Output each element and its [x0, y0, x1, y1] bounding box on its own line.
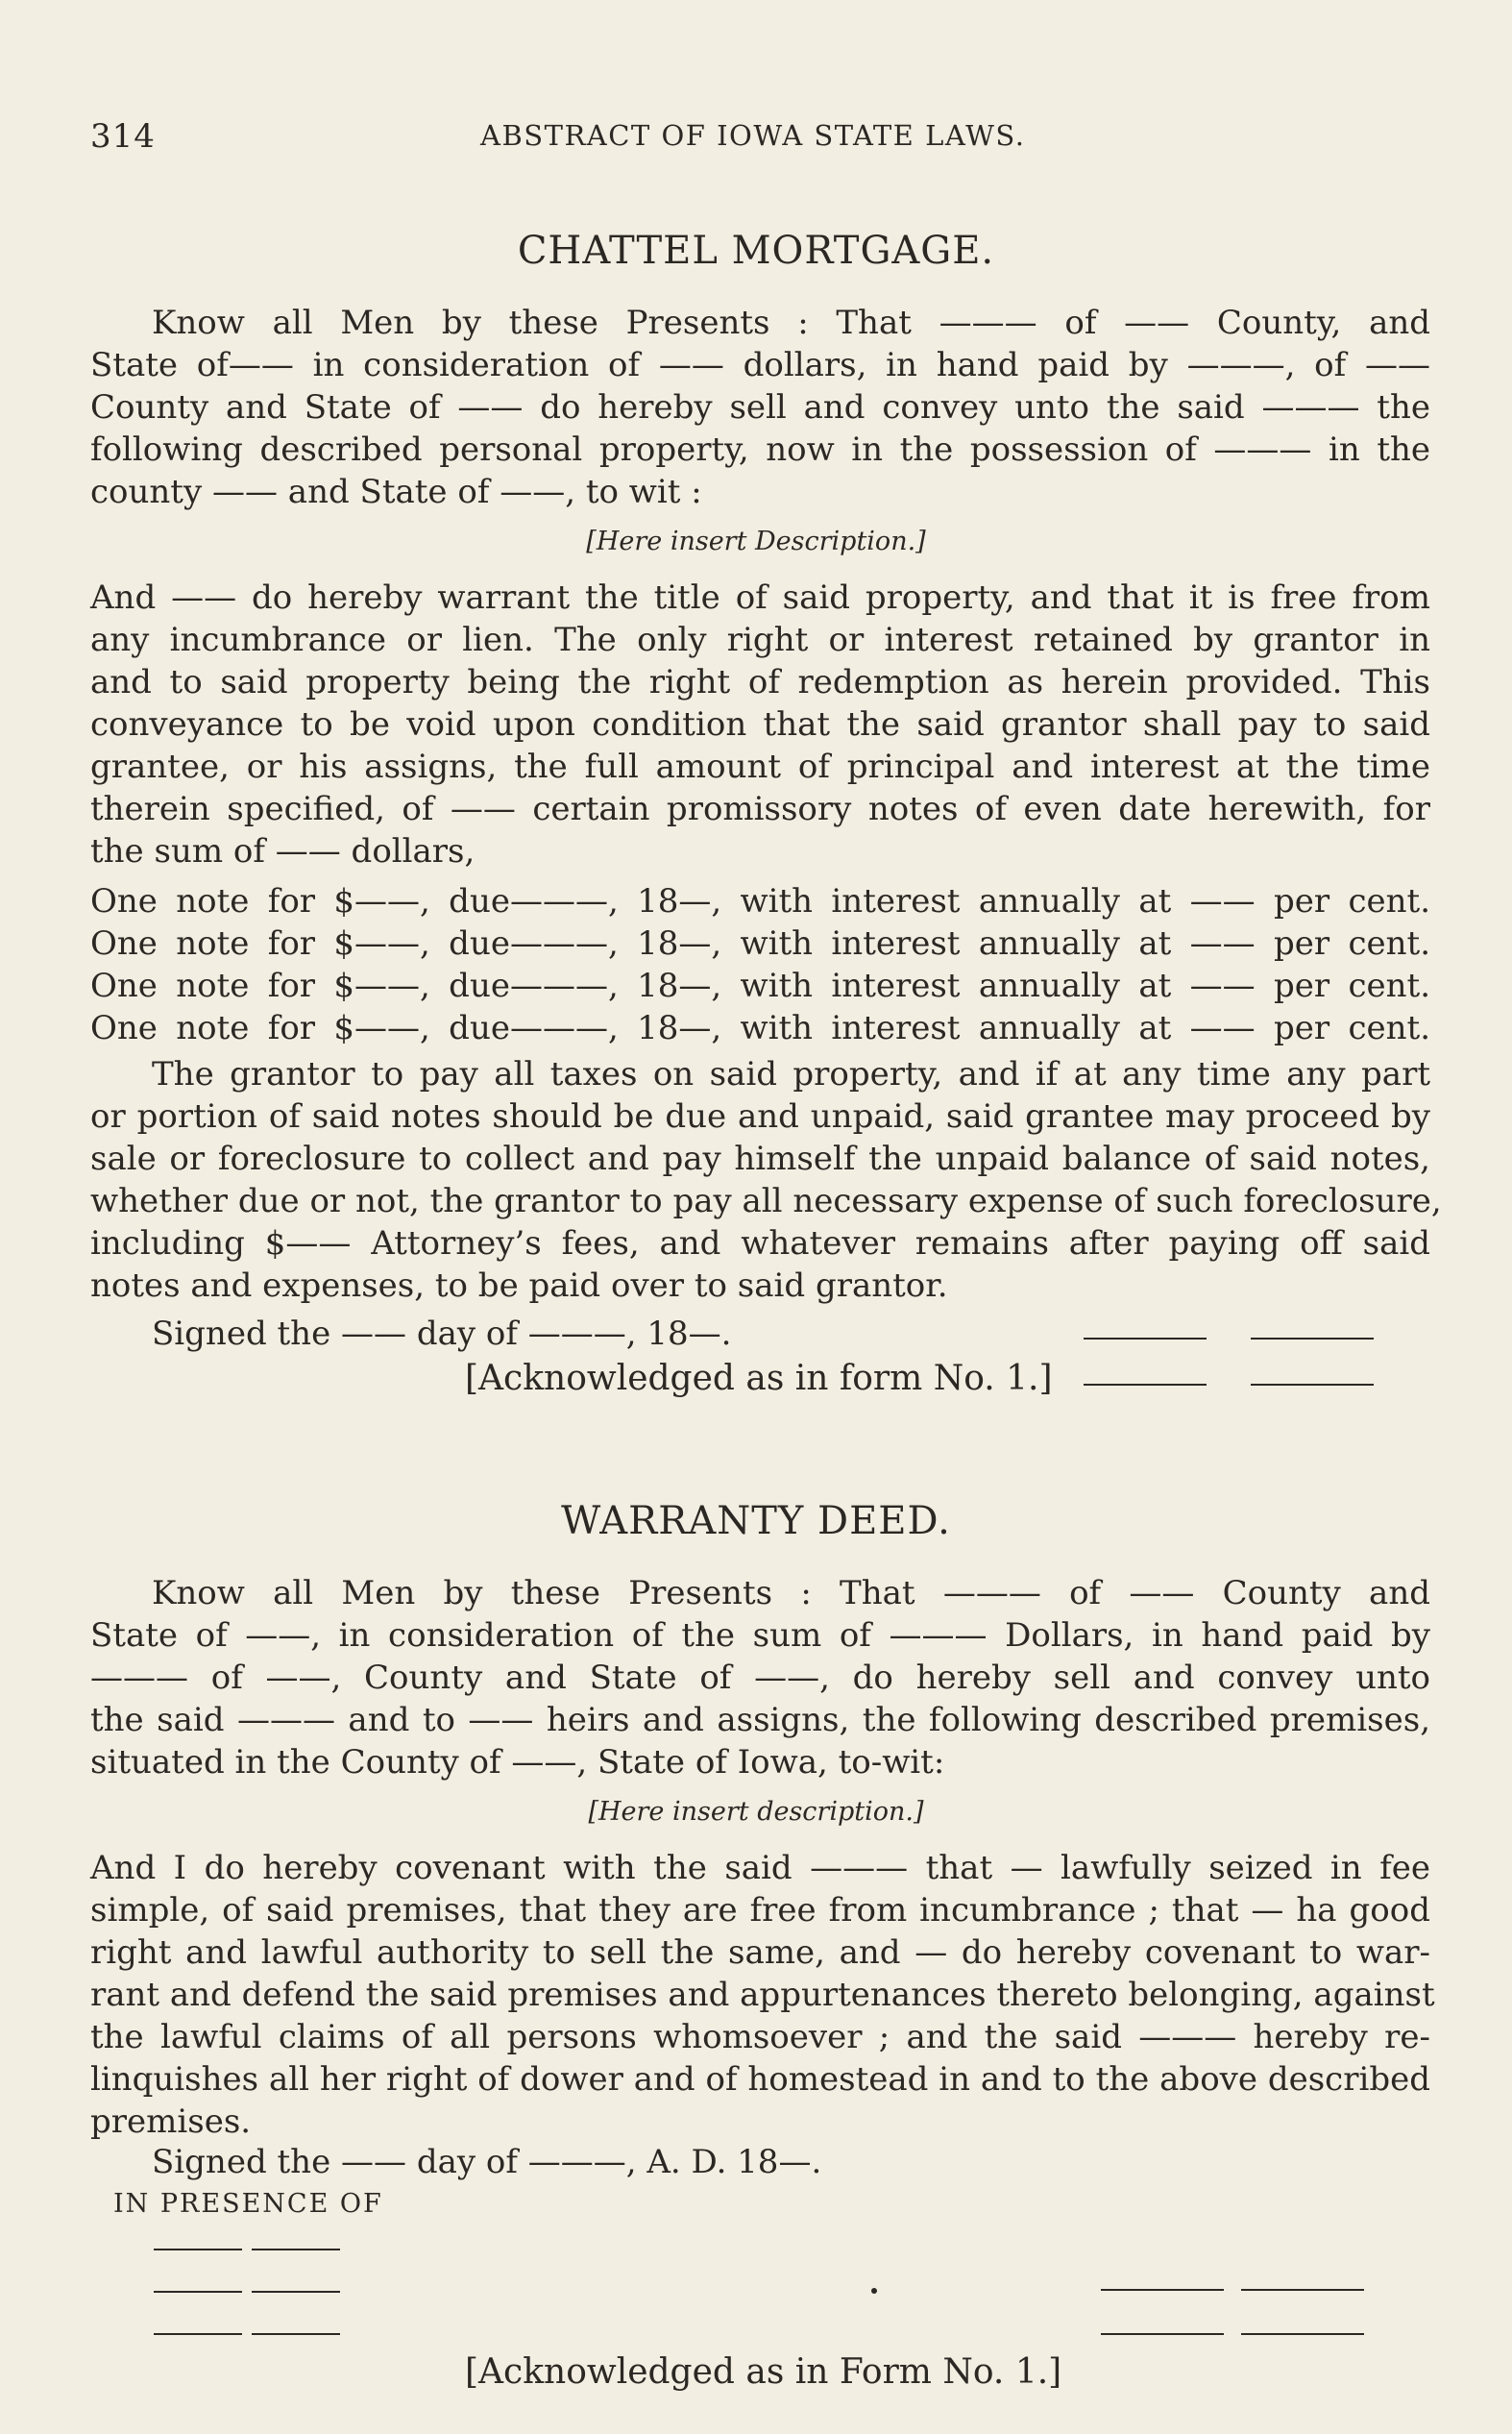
chattel-insert-note: [Here insert Description.] [586, 527, 926, 556]
chattel-body-7: the sum of —— dollars, [90, 832, 476, 871]
in-presence-of-label: IN PRESENCE OF [113, 2189, 383, 2219]
witness-rule [154, 2249, 242, 2250]
chattel-line-4: following described personal property, now in the possession of ——— in the [90, 430, 1430, 469]
warranty-insert-note: [Here insert description.] [588, 1797, 924, 1827]
signature-rule [1241, 2333, 1364, 2335]
warranty-body-3: right and lawful authority to sell the same, and — do hereby covenant to war- [90, 1933, 1430, 1972]
running-title: ABSTRACT OF IOWA STATE LAWS. [480, 119, 1026, 152]
witness-rule [252, 2291, 340, 2293]
ink-dot [871, 2288, 877, 2294]
chattel-grantor-4: whether due or not, the grantor to pay all necessary expense of such foreclosure, [90, 1182, 1442, 1220]
chattel-note-4: One note for $——, due———, 18—, with interest annually at —— per cent. [90, 1009, 1430, 1047]
warranty-body-5: the lawful claims of all persons whomsoever ; and the said ——— hereby re- [90, 2018, 1430, 2056]
page-number: 314 [90, 117, 156, 156]
witness-rule [154, 2291, 242, 2293]
chattel-signed-line: Signed the —— day of ———, 18—. [152, 1315, 732, 1353]
warranty-body-6: linquishes all her right of dower and of homestead in and to the above described [90, 2060, 1430, 2099]
chattel-body-1: And —— do hereby warrant the title of said property, and that it is free from [90, 578, 1430, 617]
chattel-line-2: State of—— in consideration of —— dollars, in hand paid by ———, of —— [90, 346, 1430, 384]
warranty-body-7: premises. [90, 2102, 252, 2141]
chattel-signature-rule [1084, 1338, 1207, 1340]
chattel-acknowledged-rule [1251, 1384, 1374, 1386]
witness-rule [252, 2249, 340, 2250]
signature-rule [1101, 2333, 1224, 2335]
warranty-deed-title: WARRANTY DEED. [561, 1499, 951, 1543]
chattel-note-3: One note for $——, due———, 18—, with interest annually at —— per cent. [90, 967, 1430, 1005]
chattel-acknowledged-rule [1084, 1384, 1207, 1386]
chattel-line-1: Know all Men by these Presents : That ——— of —— County, and [152, 304, 1430, 342]
chattel-body-6: therein specified, of —— certain promissory notes of even date herewith, for [90, 790, 1430, 828]
chattel-line-5: county —— and State of ——, to wit : [90, 473, 702, 511]
warranty-acknowledged: [Acknowledged as in Form No. 1.] [465, 2352, 1062, 2392]
chattel-acknowledged: [Acknowledged as in form No. 1.] [465, 1359, 1053, 1398]
warranty-line-2: State of ——, in consideration of the sum of ——— Dollars, in hand paid by [90, 1616, 1430, 1655]
witness-rule [154, 2333, 242, 2335]
chattel-body-3: and to said property being the right of redemption as herein provided. This [90, 663, 1430, 701]
warranty-body-4: rant and defend the said premises and appurtenances thereto belonging, against [90, 1976, 1435, 2014]
warranty-signed-line: Signed the —— day of ———, A. D. 18—. [152, 2143, 822, 2181]
chattel-body-5: grantee, or his assigns, the full amount of principal and interest at the time [90, 748, 1430, 786]
witness-rule [252, 2333, 340, 2335]
warranty-body-2: simple, of said premises, that they are free from incumbrance ; that — ha good [90, 1891, 1430, 1930]
signature-rule [1241, 2289, 1364, 2291]
chattel-grantor-6: notes and expenses, to be paid over to said grantor. [90, 1266, 948, 1305]
chattel-grantor-3: sale or foreclosure to collect and pay himself the unpaid balance of said notes, [90, 1140, 1430, 1178]
warranty-body-1: And I do hereby covenant with the said ——— that — lawfully seized in fee [90, 1849, 1430, 1887]
chattel-body-4: conveyance to be void upon condition that the said grantor shall pay to said [90, 705, 1430, 744]
chattel-note-2: One note for $——, due———, 18—, with interest annually at —— per cent. [90, 924, 1430, 963]
chattel-signature-rule [1251, 1338, 1374, 1340]
chattel-grantor-1: The grantor to pay all taxes on said property, and if at any time any part [152, 1055, 1430, 1094]
chattel-note-1: One note for $——, due———, 18—, with interest annually at —— per cent. [90, 882, 1430, 921]
warranty-line-4: the said ——— and to —— heirs and assigns, the following described premises, [90, 1701, 1430, 1739]
warranty-line-1: Know all Men by these Presents : That ——— of —— County and [152, 1574, 1430, 1612]
chattel-grantor-5: including $—— Attorney’s fees, and whatever remains after paying off said [90, 1224, 1430, 1263]
warranty-line-5: situated in the County of ——, State of Iowa, to-wit: [90, 1743, 945, 1782]
signature-rule [1101, 2289, 1224, 2291]
chattel-line-3: County and State of —— do hereby sell and convey unto the said ——— the [90, 388, 1430, 427]
warranty-line-3: ——— of ——, County and State of ——, do hereby sell and convey unto [90, 1659, 1430, 1697]
chattel-mortgage-title: CHATTEL MORTGAGE. [517, 229, 995, 273]
chattel-body-2: any incumbrance or lien. The only right or interest retained by grantor in [90, 621, 1430, 659]
chattel-grantor-2: or portion of said notes should be due and unpaid, said grantee may proceed by [90, 1097, 1430, 1136]
